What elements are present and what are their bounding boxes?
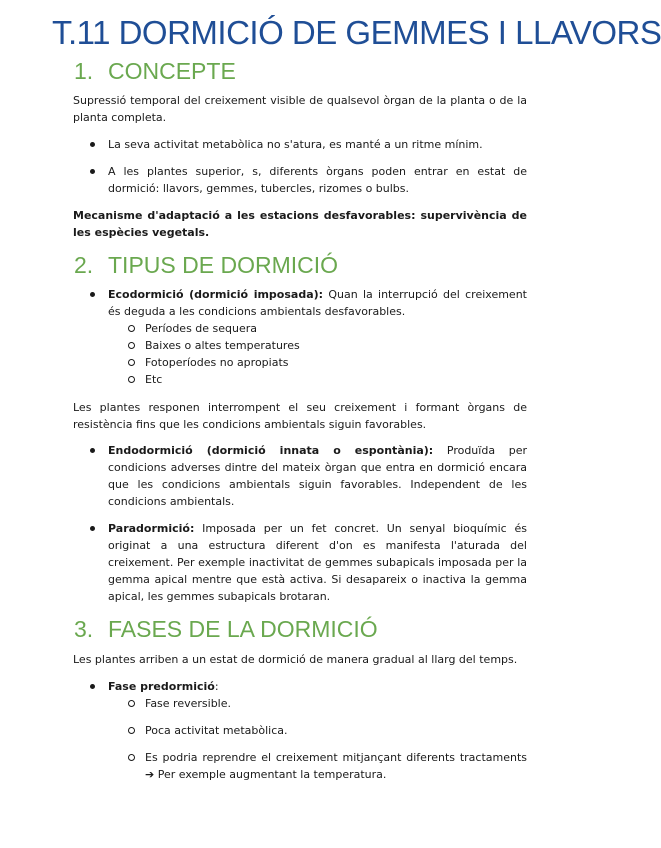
sub-item: Fase reversible.: [145, 695, 527, 712]
section-number: 1.: [74, 58, 94, 84]
endodormicio-text: Produïda per condicions adverses dintre del mateix òrgan que entra en dormició encara que les condicions ambientals siguin favorables. Independent de les condicions ambientals.: [108, 444, 528, 508]
bullet-ecodormicio: [108, 286, 527, 320]
sub-item: Es podria reprendre el creixement mitjançant diferents tractaments ➔ Per exemple augmentant la temperatura.: [145, 751, 527, 781]
bullet-paradormicio: [108, 520, 527, 605]
term-paradormicio: Paradormició:: [108, 522, 195, 535]
sub-item: Períodes de sequera: [145, 320, 527, 337]
section-heading-fases: [74, 616, 378, 643]
concepte-conclusion: Mecanisme d'adaptació a les estacions desfavorables: supervivència de les espècies vegetals.: [73, 209, 527, 239]
section-title: TIPUS DE DORMICIÓ: [108, 252, 339, 278]
section-heading-concepte: [74, 58, 236, 85]
document-title: T.11 DORMICIÓ DE GEMMES I LLAVORS: [52, 14, 661, 51]
term-predormicio: Fase predormició: [108, 680, 215, 693]
section-number: 2.: [74, 252, 94, 278]
bullet-item: A les plantes superior, s, diferents òrgans poden entrar en estat de dormició: llavors, gemmes, tubercles, rizomes o bulbs.: [108, 165, 527, 195]
term-endodormicio: Endodormició (dormició innata o espontània):: [108, 444, 434, 457]
tipus-paragraph: Les plantes responen interrompent el seu creixement i formant òrgans de resistència fins que les condicions ambientals siguin favorables.: [73, 401, 527, 431]
fases-intro: Les plantes arriben a un estat de dormició de manera gradual al llarg del temps.: [73, 653, 518, 666]
paradormicio-text: Imposada per un fet concret. Un senyal bioquímic és originat a una estructura diferent d'on es manifesta l'aturada del creixement. Per exemple inactivitat de gemmes subapicals imposada per la gemma apical mentre que està activa. Si desapareix o inactiva la gemma apical, les gemmes subapicals brotaran.: [108, 522, 527, 603]
sub-item: Baixes o altes temperatures: [145, 337, 527, 354]
sub-item: Fotoperíodes no apropiats: [145, 354, 527, 371]
sub-item: Etc: [145, 371, 527, 388]
term-ecodormicio: Ecodormició (dormició imposada):: [108, 288, 324, 301]
section-title: CONCEPTE: [108, 58, 236, 84]
sub-item: Poca activitat metabòlica.: [145, 722, 527, 739]
section-heading-tipus: [74, 252, 338, 279]
section-number: 3.: [74, 616, 94, 642]
concepte-definition: Supressió temporal del creixement visible de qualsevol òrgan de la planta o de la planta completa.: [73, 94, 527, 124]
bullet-item: La seva activitat metabòlica no s'atura, es manté a un ritme mínim.: [108, 136, 527, 153]
bullet-predormicio: [108, 678, 527, 695]
section-title: FASES DE LA DORMICIÓ: [108, 616, 378, 642]
term-colon: :: [214, 680, 219, 693]
ecodormicio-text: Quan la interrupció del creixement és deguda a les condicions ambientals desfavorables.: [108, 288, 527, 318]
bullet-endodormicio: [108, 442, 527, 510]
